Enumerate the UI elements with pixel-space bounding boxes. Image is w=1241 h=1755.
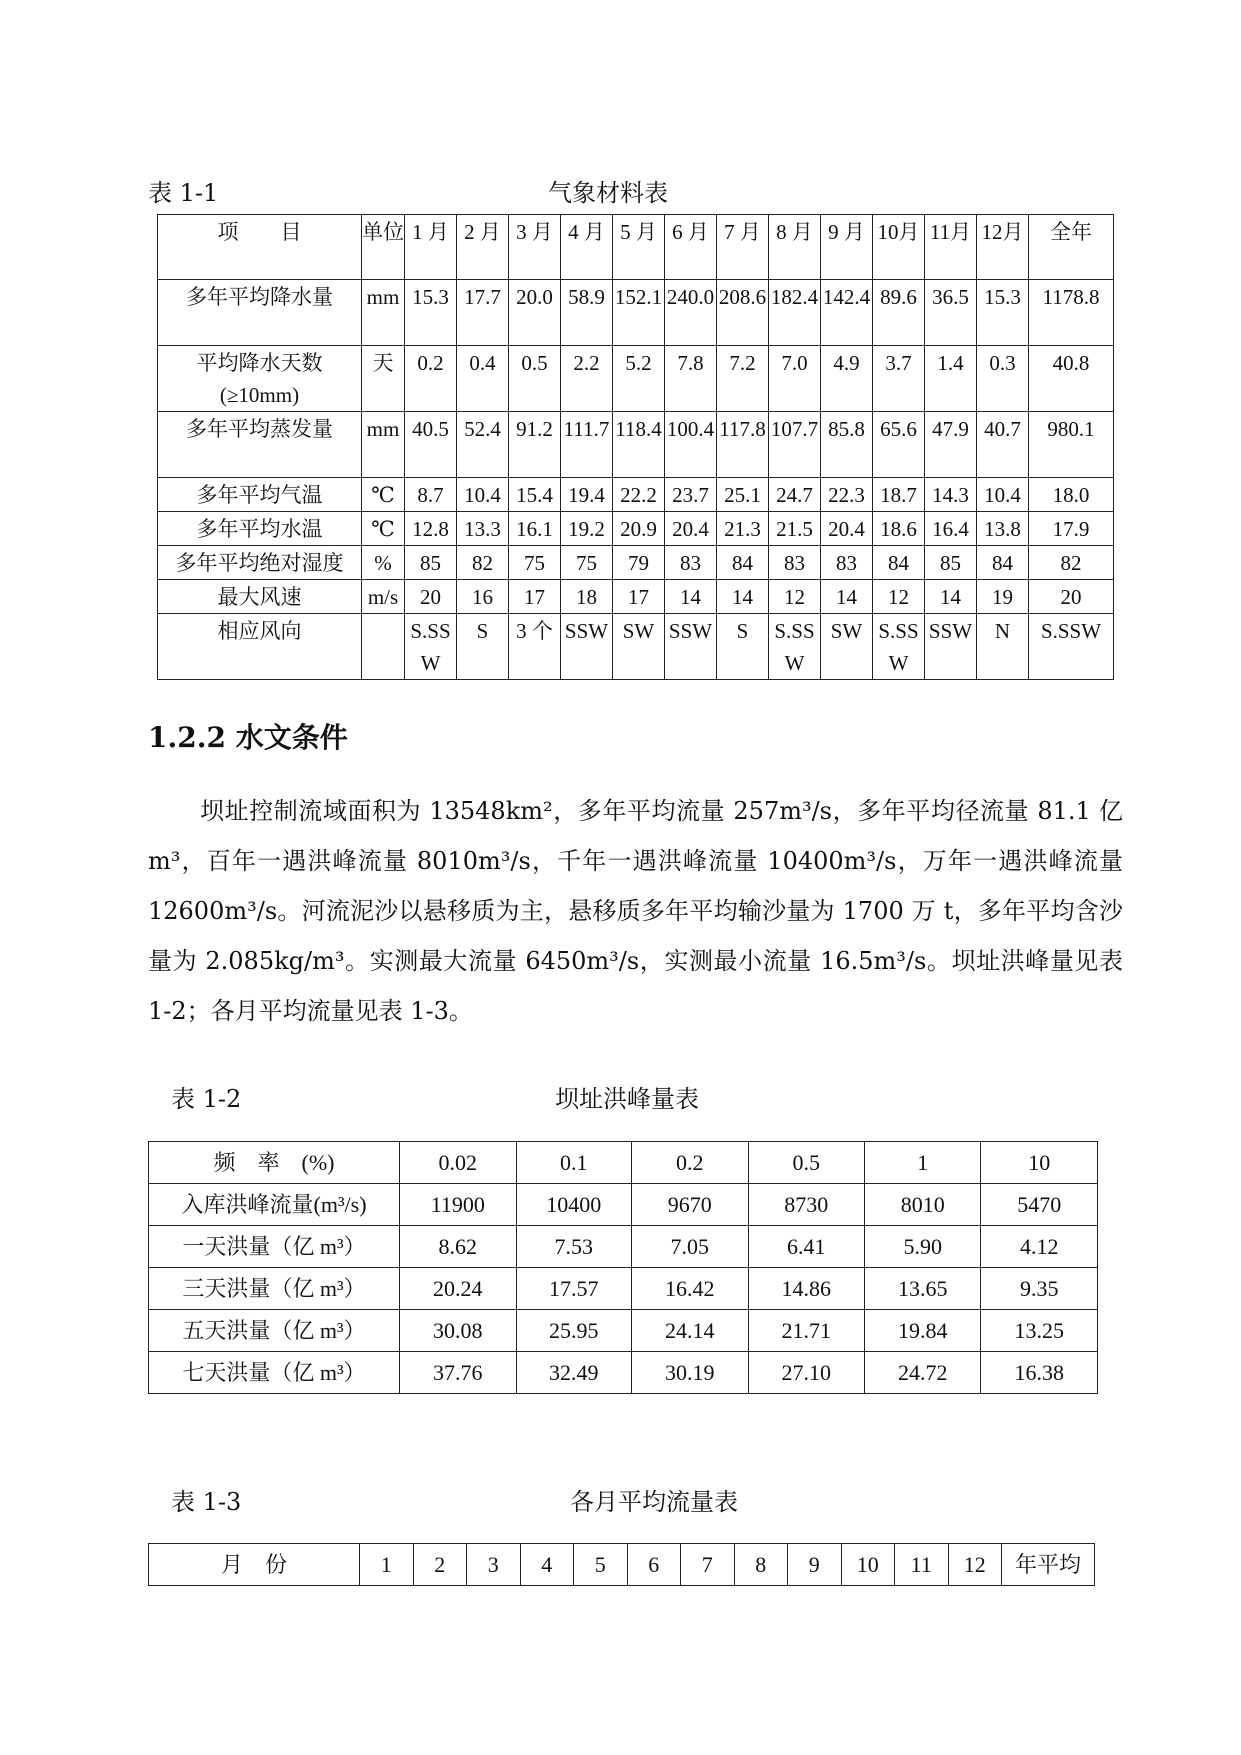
- data-cell: SSW: [561, 614, 613, 680]
- data-cell: 17.9: [1029, 512, 1114, 546]
- data-cell: 19.2: [561, 512, 613, 546]
- data-cell: 5.2: [613, 346, 665, 412]
- table-row: [149, 1352, 1098, 1394]
- data-cell: 20.4: [821, 512, 873, 546]
- row-label: 五天洪量（亿 m³）: [149, 1310, 400, 1352]
- data-cell: 14.3: [925, 478, 977, 512]
- data-cell: 85: [925, 546, 977, 580]
- data-cell: 3 个: [509, 614, 561, 680]
- data-cell: 15.3: [977, 280, 1029, 346]
- data-cell: 208.6: [717, 280, 769, 346]
- data-cell: 58.9: [561, 280, 613, 346]
- data-cell: 9.35: [981, 1268, 1098, 1310]
- data-cell: 16.42: [632, 1268, 748, 1310]
- data-cell: 0.4: [457, 346, 509, 412]
- data-cell: 84: [977, 546, 1029, 580]
- data-cell: 19.4: [561, 478, 613, 512]
- header-cell: 4: [520, 1544, 574, 1586]
- data-cell: 14: [821, 580, 873, 614]
- data-cell: 24.72: [864, 1352, 980, 1394]
- data-cell: 14.86: [748, 1268, 864, 1310]
- header-cell: 3: [467, 1544, 521, 1586]
- data-cell: 83: [665, 546, 717, 580]
- data-cell: 37.76: [400, 1352, 516, 1394]
- data-cell: 6.41: [748, 1226, 864, 1268]
- unit-cell: %: [362, 546, 405, 580]
- data-cell: 23.7: [665, 478, 717, 512]
- unit-cell: ℃: [362, 512, 405, 546]
- data-cell: 15.4: [509, 478, 561, 512]
- data-cell: 85: [405, 546, 457, 580]
- data-cell: 117.8: [717, 412, 769, 478]
- data-cell: 52.4: [457, 412, 509, 478]
- data-cell: 12: [873, 580, 925, 614]
- row-label: 多年平均气温: [158, 478, 362, 512]
- data-cell: 36.5: [925, 280, 977, 346]
- data-cell: S.SSW: [405, 614, 457, 680]
- row-label: 多年平均蒸发量: [158, 412, 362, 478]
- data-cell: 83: [821, 546, 873, 580]
- header-cell: 月 份: [149, 1544, 360, 1586]
- table-row: [149, 1310, 1098, 1352]
- row-label: 三天洪量（亿 m³）: [149, 1268, 400, 1310]
- data-cell: 19: [977, 580, 1029, 614]
- table2-label: 表 1-2: [171, 1085, 242, 1113]
- data-cell: SW: [821, 614, 873, 680]
- data-cell: 14: [925, 580, 977, 614]
- data-cell: 83: [769, 546, 821, 580]
- data-cell: 1178.8: [1029, 280, 1114, 346]
- header-cell: 5 月: [613, 215, 665, 280]
- header-cell: 12: [948, 1544, 1002, 1586]
- table-row: [158, 346, 1114, 412]
- data-cell: 21.5: [769, 512, 821, 546]
- header-cell: 频 率 (%): [149, 1142, 400, 1184]
- data-cell: 16.38: [981, 1352, 1098, 1394]
- data-cell: 7.2: [717, 346, 769, 412]
- data-cell: 24.7: [769, 478, 821, 512]
- table-row: [158, 280, 1114, 346]
- data-cell: 15.3: [405, 280, 457, 346]
- data-cell: 47.9: [925, 412, 977, 478]
- table-row: [149, 1226, 1098, 1268]
- unit-cell: ℃: [362, 478, 405, 512]
- data-cell: 79: [613, 546, 665, 580]
- unit-cell: [362, 614, 405, 680]
- data-cell: 10400: [516, 1184, 631, 1226]
- data-cell: 22.2: [613, 478, 665, 512]
- table-row: [158, 546, 1114, 580]
- data-cell: 8010: [864, 1184, 980, 1226]
- data-cell: 30.08: [400, 1310, 516, 1352]
- data-cell: 1.4: [925, 346, 977, 412]
- data-cell: 25.95: [516, 1310, 631, 1352]
- unit-cell: 天: [362, 346, 405, 412]
- data-cell: 20.0: [509, 280, 561, 346]
- header-cell: 5: [574, 1544, 628, 1586]
- table-row: [158, 512, 1114, 546]
- data-cell: 7.0: [769, 346, 821, 412]
- data-cell: 20: [405, 580, 457, 614]
- meteorological-table: [157, 214, 1114, 680]
- data-cell: 27.10: [748, 1352, 864, 1394]
- table-header-row: [149, 1544, 1095, 1586]
- header-cell: 11月: [925, 215, 977, 280]
- data-cell: 111.7: [561, 412, 613, 478]
- data-cell: 82: [457, 546, 509, 580]
- table-row: [158, 478, 1114, 512]
- data-cell: 13.8: [977, 512, 1029, 546]
- flood-peak-table: [148, 1141, 1098, 1394]
- data-cell: 18: [561, 580, 613, 614]
- header-cell: 年平均: [1002, 1544, 1095, 1586]
- data-cell: 82: [1029, 546, 1114, 580]
- data-cell: 8.62: [400, 1226, 516, 1268]
- data-cell: 18.6: [873, 512, 925, 546]
- table1-title: 气象材料表: [548, 179, 668, 207]
- header-cell: 11: [895, 1544, 949, 1586]
- data-cell: S.SSW: [1029, 614, 1114, 680]
- data-cell: 8730: [748, 1184, 864, 1226]
- header-cell: 0.2: [632, 1142, 748, 1184]
- data-cell: 107.7: [769, 412, 821, 478]
- data-cell: 12.8: [405, 512, 457, 546]
- data-cell: 13.3: [457, 512, 509, 546]
- table-header-row: [149, 1142, 1098, 1184]
- data-cell: SSW: [925, 614, 977, 680]
- data-cell: 85.8: [821, 412, 873, 478]
- data-cell: 21.3: [717, 512, 769, 546]
- data-cell: 100.4: [665, 412, 717, 478]
- data-cell: 75: [561, 546, 613, 580]
- header-cell: 7: [681, 1544, 735, 1586]
- data-cell: 14: [717, 580, 769, 614]
- data-cell: 7.05: [632, 1226, 748, 1268]
- data-cell: 10.4: [977, 478, 1029, 512]
- data-cell: 20.4: [665, 512, 717, 546]
- header-cell: 6: [627, 1544, 681, 1586]
- data-cell: 16: [457, 580, 509, 614]
- data-cell: 9670: [632, 1184, 748, 1226]
- data-cell: 5470: [981, 1184, 1098, 1226]
- header-cell: 2: [413, 1544, 467, 1586]
- table1-label: 表 1-1: [148, 179, 219, 207]
- data-cell: 182.4: [769, 280, 821, 346]
- data-cell: S.SSW: [873, 614, 925, 680]
- header-cell: 3 月: [509, 215, 561, 280]
- header-cell: 9 月: [821, 215, 873, 280]
- data-cell: 21.71: [748, 1310, 864, 1352]
- data-cell: 20: [1029, 580, 1114, 614]
- data-cell: 18.7: [873, 478, 925, 512]
- row-label: 多年平均降水量: [158, 280, 362, 346]
- data-cell: 91.2: [509, 412, 561, 478]
- data-cell: SSW: [665, 614, 717, 680]
- header-cell: 12月: [977, 215, 1029, 280]
- data-cell: 142.4: [821, 280, 873, 346]
- data-cell: 40.7: [977, 412, 1029, 478]
- data-cell: 20.24: [400, 1268, 516, 1310]
- row-label: 多年平均绝对湿度: [158, 546, 362, 580]
- row-label: 平均降水天数(≥10mm): [158, 346, 362, 412]
- data-cell: 13.25: [981, 1310, 1098, 1352]
- data-cell: 84: [717, 546, 769, 580]
- header-cell: 8 月: [769, 215, 821, 280]
- data-cell: 16.1: [509, 512, 561, 546]
- table3-label: 表 1-3: [171, 1488, 242, 1516]
- header-cell: 1 月: [405, 215, 457, 280]
- data-cell: 30.19: [632, 1352, 748, 1394]
- data-cell: 16.4: [925, 512, 977, 546]
- data-cell: SW: [613, 614, 665, 680]
- data-cell: 8.7: [405, 478, 457, 512]
- unit-cell: mm: [362, 412, 405, 478]
- monthly-flow-table: [148, 1543, 1095, 1586]
- row-label: 相应风向: [158, 614, 362, 680]
- header-cell: 10月: [873, 215, 925, 280]
- section-heading: 1.2.2 水文条件: [148, 721, 348, 754]
- table-row: [158, 412, 1114, 478]
- table-header-row: [158, 215, 1114, 280]
- body-paragraph: 坝址控制流域面积为 13548km²，多年平均流量 257m³/s，多年平均径流量 81.1 亿 m³，百年一遇洪峰流量 8010m³/s，千年一遇洪峰流量 10400m³/s，万年一遇洪峰流量 12600m³/s。河流泥沙以悬移质为主，悬移质多年平均输沙量为 1700 万 t，多年平均含沙量为 2.085kg/m³。实测最大流量 6450m³/s，实测最小流量 16.5m³/s。坝址洪峰量见表 1-2；各月平均流量见表 1-3。: [148, 797, 1123, 1025]
- data-cell: 10.4: [457, 478, 509, 512]
- data-cell: 20.9: [613, 512, 665, 546]
- header-cell: 9: [788, 1544, 842, 1586]
- data-cell: 84: [873, 546, 925, 580]
- table-row: [149, 1268, 1098, 1310]
- table-row: [158, 614, 1114, 680]
- data-cell: 240.0: [665, 280, 717, 346]
- header-cell: 7 月: [717, 215, 769, 280]
- data-cell: 0.3: [977, 346, 1029, 412]
- header-cell: 0.5: [748, 1142, 864, 1184]
- data-cell: S: [717, 614, 769, 680]
- header-cell: 全年: [1029, 215, 1114, 280]
- row-label: 七天洪量（亿 m³）: [149, 1352, 400, 1394]
- data-cell: 32.49: [516, 1352, 631, 1394]
- data-cell: N: [977, 614, 1029, 680]
- data-cell: 65.6: [873, 412, 925, 478]
- data-cell: S.SSW: [769, 614, 821, 680]
- data-cell: 40.8: [1029, 346, 1114, 412]
- data-cell: 75: [509, 546, 561, 580]
- data-cell: 24.14: [632, 1310, 748, 1352]
- table2-title: 坝址洪峰量表: [555, 1085, 699, 1113]
- header-cell: 1: [360, 1544, 414, 1586]
- data-cell: 152.1: [613, 280, 665, 346]
- data-cell: 17: [613, 580, 665, 614]
- data-cell: 17.57: [516, 1268, 631, 1310]
- data-cell: 0.2: [405, 346, 457, 412]
- header-cell: 10: [981, 1142, 1098, 1184]
- data-cell: 19.84: [864, 1310, 980, 1352]
- data-cell: 7.53: [516, 1226, 631, 1268]
- row-label: 一天洪量（亿 m³）: [149, 1226, 400, 1268]
- data-cell: 118.4: [613, 412, 665, 478]
- data-cell: 17: [509, 580, 561, 614]
- header-cell: 4 月: [561, 215, 613, 280]
- data-cell: 14: [665, 580, 717, 614]
- header-cell: 10: [841, 1544, 895, 1586]
- data-cell: 3.7: [873, 346, 925, 412]
- data-cell: 89.6: [873, 280, 925, 346]
- header-cell: 项 目: [158, 215, 362, 280]
- data-cell: 2.2: [561, 346, 613, 412]
- data-cell: 11900: [400, 1184, 516, 1226]
- data-cell: 4.12: [981, 1226, 1098, 1268]
- data-cell: S: [457, 614, 509, 680]
- unit-cell: m/s: [362, 580, 405, 614]
- data-cell: 5.90: [864, 1226, 980, 1268]
- data-cell: 4.9: [821, 346, 873, 412]
- data-cell: 12: [769, 580, 821, 614]
- header-cell: 1: [864, 1142, 980, 1184]
- header-cell: 8: [734, 1544, 788, 1586]
- header-cell: 6 月: [665, 215, 717, 280]
- data-cell: 40.5: [405, 412, 457, 478]
- table3-title: 各月平均流量表: [570, 1488, 738, 1516]
- unit-cell: mm: [362, 280, 405, 346]
- row-label: 多年平均水温: [158, 512, 362, 546]
- row-label: 入库洪峰流量(m³/s): [149, 1184, 400, 1226]
- header-cell: 单位: [362, 215, 405, 280]
- header-cell: 0.02: [400, 1142, 516, 1184]
- data-cell: 18.0: [1029, 478, 1114, 512]
- header-cell: 0.1: [516, 1142, 631, 1184]
- data-cell: 25.1: [717, 478, 769, 512]
- data-cell: 22.3: [821, 478, 873, 512]
- data-cell: 13.65: [864, 1268, 980, 1310]
- row-label: 最大风速: [158, 580, 362, 614]
- data-cell: 0.5: [509, 346, 561, 412]
- data-cell: 17.7: [457, 280, 509, 346]
- table-row: [149, 1184, 1098, 1226]
- table-row: [158, 580, 1114, 614]
- data-cell: 7.8: [665, 346, 717, 412]
- header-cell: 2 月: [457, 215, 509, 280]
- data-cell: 980.1: [1029, 412, 1114, 478]
